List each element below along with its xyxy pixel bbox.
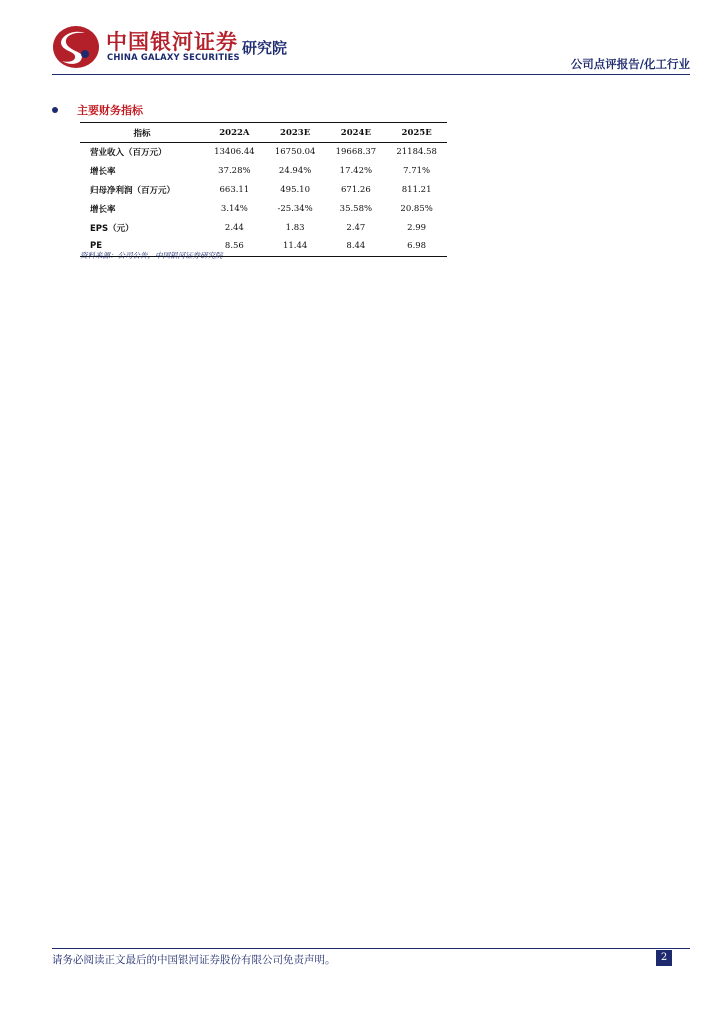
row-label: 归母净利润（百万元） <box>90 185 176 196</box>
table-row <box>80 199 447 218</box>
table-cell: 2.44 <box>224 222 244 233</box>
table-row <box>80 162 447 181</box>
table-header-row <box>80 123 447 143</box>
row-label: 增长率 <box>90 204 116 215</box>
table-cell: 17.42% <box>339 166 373 177</box>
logo-english-name: CHINA GALAXY SECURITIES <box>107 52 240 62</box>
table-row <box>80 181 447 200</box>
logo-chinese-name: 中国银河证券 <box>106 30 238 54</box>
footer-divider <box>52 948 690 949</box>
table-cell: 2.47 <box>346 222 366 233</box>
table-cell: 24.94% <box>278 166 312 177</box>
table-cell: 19668.37 <box>335 147 377 158</box>
financial-indicators-table <box>80 122 447 257</box>
table-cell: 2.99 <box>407 222 427 233</box>
row-label: 增长率 <box>90 167 116 178</box>
report-category: 公司点评报告/化工行业 <box>570 57 690 71</box>
table-header-cell: 指标 <box>80 123 204 143</box>
data-source-note: 资料来源：公司公告，中国银河证券研究院 <box>80 251 223 260</box>
table-header-cell: 2025E <box>386 123 447 143</box>
galaxy-logo-icon <box>52 24 100 70</box>
section-heading <box>52 102 143 118</box>
table-cell: 663.11 <box>219 184 250 195</box>
table-cell: 7.71% <box>403 166 431 177</box>
table-header-cell: 2022A <box>204 123 265 143</box>
table-cell: -25.34% <box>277 203 313 214</box>
table-cell: 811.21 <box>401 184 432 195</box>
table-row <box>80 143 447 162</box>
table-cell: 671.26 <box>341 184 371 195</box>
bullet-icon <box>52 107 58 113</box>
page-number: 2 <box>656 950 672 966</box>
table-cell: 21184.58 <box>396 147 437 158</box>
table-cell: 8.56 <box>204 237 265 256</box>
footer-disclaimer: 请务必阅读正文最后的中国银河证券股份有限公司免责声明。 <box>52 954 336 966</box>
company-logo <box>52 24 302 70</box>
table-cell: 11.44 <box>265 237 326 256</box>
section-title-text: 主要财务指标 <box>77 104 143 117</box>
table-cell: 13406.44 <box>214 147 255 158</box>
row-label: PE <box>80 237 204 256</box>
table-cell: 20.85% <box>400 203 433 214</box>
table-cell: 3.14% <box>220 203 248 214</box>
table-cell: 16750.04 <box>274 147 316 158</box>
header-divider <box>52 74 690 75</box>
table-cell: 35.58% <box>339 203 373 214</box>
logo-research-institute: 研究院 <box>242 39 288 57</box>
row-label: 营业收入（百万元） <box>90 148 167 159</box>
table-cell: 6.98 <box>386 237 447 256</box>
table-cell: 37.28% <box>218 166 251 177</box>
table-row <box>80 218 447 237</box>
table-cell: 495.10 <box>280 184 310 195</box>
table-cell: 1.83 <box>285 222 305 233</box>
table-header-cell: 2024E <box>326 123 387 143</box>
row-label: EPS（元） <box>90 223 134 234</box>
table-cell: 8.44 <box>326 237 387 256</box>
table-header-cell: 2023E <box>265 123 326 143</box>
